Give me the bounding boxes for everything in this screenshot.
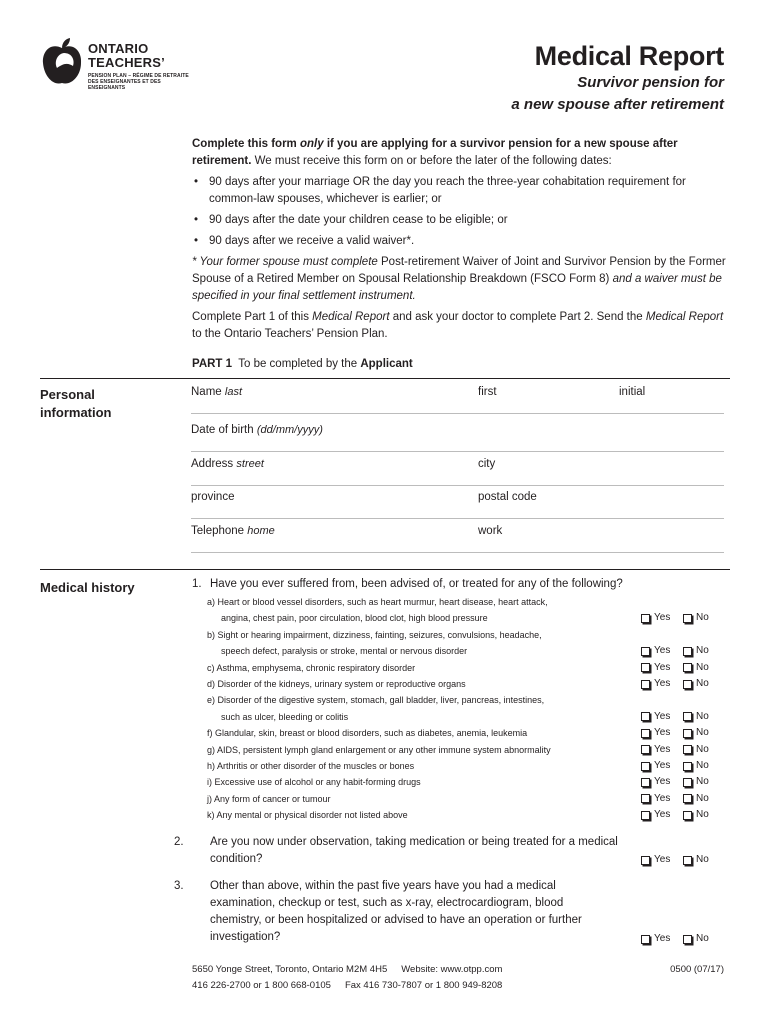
no-checkbox[interactable]: No (683, 807, 709, 823)
no-checkbox[interactable]: No (683, 774, 709, 790)
yes-checkbox[interactable]: Yes (641, 742, 683, 758)
answer-row-i (641, 774, 709, 790)
telephone-home-field[interactable]: Telephone home (191, 525, 275, 537)
answer-row-j (641, 791, 709, 807)
condition-j: j) Any form of cancer or tumour (207, 793, 331, 804)
no-checkbox[interactable]: No (683, 725, 709, 741)
address-street-field[interactable]: Address street (191, 458, 264, 470)
yes-checkbox[interactable]: Yes (641, 676, 683, 692)
no-checkbox[interactable]: No (683, 643, 709, 659)
province-row (191, 485, 724, 519)
province-field[interactable]: province (191, 491, 235, 503)
no-checkbox[interactable]: No (683, 742, 709, 758)
form-number: 0500 (07/17) (670, 964, 724, 975)
postal-code-field[interactable]: postal code (478, 491, 537, 503)
page-title: Medical Report (534, 41, 724, 71)
dob-field[interactable]: Date of birth (dd/mm/yyyy) (191, 424, 323, 436)
yes-checkbox[interactable]: Yes (641, 725, 683, 741)
telephone-row (191, 519, 724, 553)
no-checkbox[interactable]: No (683, 660, 709, 676)
condition-i: i) Excessive use of alcohol or any habit-forming drugs (207, 777, 421, 788)
yes-checkbox[interactable]: Yes (641, 758, 683, 774)
name-row (191, 380, 724, 414)
instructions-para3: Complete Part 1 of this Medical Report and ask your doctor to complete Part 2. Send the Medical Report to the Ontario Teachers’ Pension Plan. (192, 311, 724, 340)
question-3: 3. Other than above, within the past five years have you had a medical examination, checkup or test, such as x-ray, electrocardiogram, blood chemistry, or been hospitalized or advised to have an operation or further investigation? (174, 880, 582, 943)
question-1: 1. Have you ever suffered from, been advised of, or treated for any of the following? (192, 578, 623, 590)
personal-info-label: Personal information (40, 387, 112, 420)
yes-checkbox[interactable]: Yes (641, 774, 683, 790)
subtitle-line2: a new spouse after retirement (511, 96, 724, 113)
section-divider (40, 569, 730, 570)
answer-row-h (641, 758, 709, 774)
instructions-para1: Complete this form only if you are applying for a survivor pension for a new spouse after retirement. We must receive this form on or before the later of the following dates: (192, 138, 678, 167)
otpp-logo (40, 36, 200, 92)
condition-f: f) Glandular, skin, breast or blood disorders, such as diabetes, anemia, leukemia (207, 728, 528, 739)
answer-row-g (641, 742, 709, 758)
condition-a: a) Heart or blood vessel disorders, such as heart murmur, heart disease, heart attack, angina, chest pain, poor circulation, blood clot, high blood pressure (207, 597, 548, 624)
footer-website: Website: www.otpp.com (401, 964, 503, 975)
footer-address: 5650 Yonge Street, Toronto, Ontario M2M 4H5 (192, 964, 388, 975)
no-checkbox[interactable]: No (683, 791, 709, 807)
no-checkbox[interactable]: No (683, 610, 709, 626)
logo-wordmark (88, 42, 165, 70)
condition-c: c) Asthma, emphysema, chronic respiratory disorder (207, 662, 416, 673)
condition-e: e) Disorder of the digestive system, stomach, gall bladder, liver, pancreas, intestines, such as ulcer, bleeding or colitis (207, 695, 545, 722)
yes-checkbox[interactable]: Yes (641, 807, 683, 823)
address-city-field[interactable]: city (478, 458, 496, 470)
section-divider (40, 378, 730, 379)
deadline-item: • 90 days after we receive a valid waiver*. (192, 233, 732, 250)
name-initial-field[interactable]: initial (619, 386, 646, 398)
footer-phone: 416 226-2700 or 1 800 668-0105 (192, 980, 331, 991)
no-checkbox[interactable]: No (683, 852, 709, 868)
question-3-answers (641, 931, 709, 947)
part1-heading: PART 1 To be completed by the Applicant (192, 358, 413, 370)
waiver-note: * Your former spouse must complete Post-retirement Waiver of Joint and Survivor Pension by the Former Spouse of a Retired Member on Spousal Relationship Breakdown (FSCO Form 8) and a waiver must be specified in your final settlement instrument. (192, 256, 726, 302)
answer-row-k (641, 807, 709, 823)
answer-row-e (641, 709, 709, 725)
no-checkbox[interactable]: No (683, 758, 709, 774)
yes-checkbox[interactable]: Yes (641, 709, 683, 725)
question-2-answers (641, 852, 709, 868)
form-title-block (511, 40, 724, 116)
question-2: 2. Are you now under observation, taking medication or being treated for a medical condition? (174, 836, 618, 865)
yes-checkbox[interactable]: Yes (641, 643, 683, 659)
yes-checkbox[interactable]: Yes (641, 610, 683, 626)
telephone-work-field[interactable]: work (478, 525, 503, 537)
no-checkbox[interactable]: No (683, 931, 709, 947)
deadline-item: • 90 days after the date your children cease to be eligible; or (192, 212, 732, 229)
deadline-list (192, 174, 732, 250)
subtitle-line1: Survivor pension for (577, 74, 724, 91)
logo-sub-line1: PENSION PLAN – RÉGIME DE RETRAITE (88, 73, 189, 79)
yes-checkbox[interactable]: Yes (641, 791, 683, 807)
conditions-list (207, 594, 627, 824)
condition-d: d) Disorder of the kidneys, urinary system or reproductive organs (207, 679, 466, 690)
answer-row-d (641, 676, 709, 692)
answer-row-b (641, 643, 709, 659)
condition-b: b) Sight or hearing impairment, dizziness, fainting, seizures, convulsions, headache, speech defect, paralysis or stroke, mental or nervous disorder (207, 629, 542, 657)
deadline-item: • 90 days after your marriage OR the day you reach the three-year cohabitation requirement for common-law spouses, whichever is earlier; or (192, 174, 732, 208)
instructions (192, 136, 732, 347)
yes-checkbox[interactable]: Yes (641, 660, 683, 676)
apple-logo-icon (40, 38, 84, 86)
logo-name-line1: ONTARIO (88, 41, 149, 56)
condition-g: g) AIDS, persistent lymph gland enlargement or any other immune system abnormality (207, 744, 551, 755)
address-row (191, 452, 724, 486)
logo-name-line2: TEACHERS’ (88, 55, 165, 70)
yes-checkbox[interactable]: Yes (641, 852, 683, 868)
footer-contact (192, 962, 516, 994)
answer-row-c (641, 660, 709, 676)
name-last-field[interactable]: Name last (191, 386, 243, 398)
no-checkbox[interactable]: No (683, 709, 709, 725)
yes-checkbox[interactable]: Yes (641, 931, 683, 947)
logo-sub-line2: DES ENSEIGNANTES ET DES ENSEIGNANTS (88, 79, 161, 91)
logo-subtitle (88, 73, 198, 91)
footer-fax: Fax 416 730-7807 or 1 800 949-8208 (344, 980, 503, 991)
answer-row-a (641, 610, 709, 626)
condition-h: h) Arthritis or other disorder of the muscles or bones (207, 761, 415, 772)
answer-row-f (641, 725, 709, 741)
no-checkbox[interactable]: No (683, 676, 709, 692)
dob-row (191, 418, 724, 452)
name-first-field[interactable]: first (478, 386, 497, 398)
medical-history-label: Medical history (40, 580, 135, 595)
condition-k: k) Any mental or physical disorder not listed above (207, 810, 408, 821)
condition-answers (641, 594, 709, 823)
